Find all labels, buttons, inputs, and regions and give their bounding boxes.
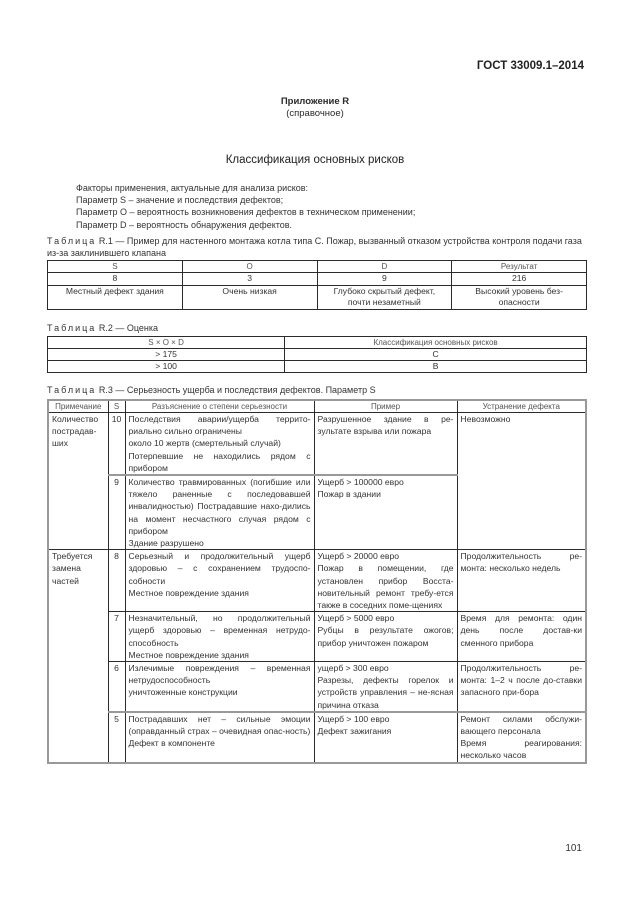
- cell-line: Продолжительность ре-монта: несколько недель: [460, 551, 582, 574]
- remedy-cell: [457, 612, 586, 662]
- table-row: [48, 712, 586, 763]
- severity-cell: 10: [108, 413, 125, 476]
- table-cell: > 175: [48, 349, 285, 361]
- caption-number: R.1: [98, 236, 113, 246]
- example-cell: [314, 712, 457, 763]
- table-r3-caption: [47, 385, 376, 397]
- example-cell: [314, 550, 457, 612]
- column-header: Устранение дефекта: [457, 400, 586, 413]
- table-cell: 216: [452, 273, 587, 286]
- caption-text: — Оценка: [115, 323, 159, 333]
- severity-cell: 8: [108, 550, 125, 612]
- table-r3: [47, 399, 587, 764]
- example-cell: [314, 612, 457, 662]
- table-row: [48, 273, 587, 286]
- cell-line: Потерпевшие не находились рядом с прибором: [128, 450, 311, 473]
- explanation-cell: [125, 612, 314, 662]
- caption-number: R.2: [98, 323, 113, 333]
- cell-line: Разрезы, дефекты горелок и устройств управления – не-ясная причина отказа: [317, 675, 454, 710]
- column-header: D: [317, 261, 452, 273]
- appendix-subtitle: (справочное): [286, 108, 344, 119]
- factor-item: Параметр D – вероятность обнаружения дефектов.: [76, 219, 293, 230]
- cell-line: Рубцы в результате ожогов; прибор уничтожен пожаром: [317, 625, 454, 648]
- cell-line: Ущерб > 20000 евро: [317, 551, 400, 562]
- appendix-title: Приложение R: [280, 96, 350, 107]
- cell-line: Серьезный и продолжительный ущерб здоровью – с сохранением трудоспо-собности: [128, 551, 311, 586]
- cell-line: Дефект зажигания: [317, 726, 392, 737]
- caption-prefix: Таблица: [47, 236, 97, 246]
- page-number: 101: [565, 843, 582, 854]
- cell-line: ущерб > 300 евро: [317, 663, 389, 674]
- section-title: Классификация основных рисков: [225, 154, 405, 166]
- cell-line: Дефект в компоненте: [128, 738, 215, 749]
- remedy-cell: [457, 712, 586, 763]
- severity-cell: 7: [108, 612, 125, 662]
- remedy-cell: [457, 550, 586, 612]
- table-r2: [47, 336, 587, 373]
- example-cell: [314, 413, 457, 476]
- factor-item: Параметр O – вероятность возникновения дефектов в техническом применении;: [76, 207, 416, 218]
- cell-line: Излечимые повреждения – временная нетрудоспособность: [128, 663, 311, 686]
- table-row: [48, 349, 587, 361]
- cell-line: Ремонт силами обслужи-вающего персонала: [460, 713, 582, 737]
- table-cell: 3: [182, 273, 317, 286]
- factors-list: [76, 182, 415, 231]
- cell-line: Ущерб > 100000 евро: [317, 477, 404, 488]
- table-row: [48, 550, 586, 612]
- column-header: S: [48, 261, 183, 273]
- cell-line: Ущерб > 5000 евро: [317, 613, 395, 624]
- table-r2-caption: [47, 323, 158, 335]
- table-cell: C: [285, 349, 587, 361]
- column-header: O: [182, 261, 317, 273]
- cell-line: Время для ремонта: один день после достав-ки сменного прибора: [460, 613, 582, 648]
- severity-cell: 6: [108, 662, 125, 712]
- table-row: [48, 612, 586, 662]
- table-row: [48, 285, 587, 309]
- cell-line: Продолжительность ре-монта: 1–2 ч после до-ставки запасного при-бора: [460, 663, 582, 698]
- cell-line: около 10 жертв (смертельный случай): [128, 438, 281, 449]
- cell-line: Последствия аварии/ущерба террито-риально сильно ограничены: [128, 414, 311, 437]
- note-cell: Количество пострадав-ших: [48, 413, 108, 550]
- table-header-row: [48, 261, 587, 273]
- cell-line: Пожар в здании: [317, 489, 381, 500]
- table-r1-caption: [47, 236, 587, 259]
- table-cell: Очень низкая: [182, 285, 317, 309]
- cell-line: Пострадавших нет – сильные эмоции (оправданный страх – очевидная опас-ность): [128, 713, 311, 737]
- table-cell: 9: [317, 273, 452, 286]
- explanation-cell: [125, 475, 314, 550]
- explanation-cell: [125, 662, 314, 712]
- column-header: S: [108, 400, 125, 413]
- table-row: [48, 361, 587, 373]
- cell-line: уничтоженные конструкции: [128, 687, 238, 698]
- column-header: Пример: [314, 400, 457, 413]
- standard-number: ГОСТ 33009.1–2014: [476, 60, 584, 72]
- table-cell: B: [285, 361, 587, 373]
- explanation-cell: [125, 712, 314, 763]
- cell-line: Время реагирования: несколько часов: [460, 738, 582, 761]
- remedy-cell: [457, 662, 586, 712]
- table-r1: [47, 260, 587, 310]
- appendix-heading: [0, 96, 630, 120]
- explanation-cell: [125, 413, 314, 476]
- column-header: Разъяснение о степени серьезности: [125, 400, 314, 413]
- cell-line: Ущерб > 100 евро: [317, 713, 390, 724]
- table-row: [48, 662, 586, 712]
- column-header: Примечание: [48, 400, 108, 413]
- factors-intro: Факторы применения, актуальные для анализа рисков:: [76, 183, 309, 193]
- factor-item: Параметр S – значение и последствия дефектов;: [76, 195, 284, 206]
- cell-line: Количество травмированных (погибшие или тяжело раненные с последовавшей инвалидностью) Пострадавшие нахо-дились на момент несчастного случая рядом с прибором: [128, 477, 311, 536]
- cell-line: Местное повреждение здания: [128, 587, 249, 598]
- explanation-cell: [125, 550, 314, 612]
- table-row: [48, 413, 586, 476]
- column-header: S × O × D: [48, 337, 285, 349]
- remedy-cell: Невозможно: [457, 413, 586, 550]
- example-cell: [314, 475, 457, 550]
- table-header-row: [48, 337, 587, 349]
- cell-line: Местное повреждение здания: [128, 649, 249, 660]
- table-cell: > 100: [48, 361, 285, 373]
- example-cell: [314, 662, 457, 712]
- severity-cell: 9: [108, 475, 125, 550]
- table-cell: 8: [48, 273, 183, 286]
- cell-line: Разрушенное здание в ре-зультате взрыва или пожара: [317, 414, 454, 437]
- table-cell: Высокий уровень без-опасности: [452, 285, 587, 309]
- caption-prefix: Таблица: [47, 323, 97, 333]
- table-header-row: [48, 400, 586, 413]
- cell-line: Пожар в помещении, где установлен прибор Восста-новительный ремонт требу-ется также в соседних поме-щениях: [317, 563, 454, 611]
- severity-cell: 5: [108, 712, 125, 763]
- column-header: Классификация основных рисков: [285, 337, 587, 349]
- table-cell: Местный дефект здания: [48, 285, 183, 309]
- caption-text: — Серьезность ущерба и последствия дефектов. Параметр S: [115, 385, 376, 395]
- table-cell: Глубоко скрытый дефект, почти незаметный: [317, 285, 452, 309]
- column-header: Результат: [452, 261, 587, 273]
- caption-prefix: Таблица: [47, 385, 97, 395]
- cell-line: Здание разрушено: [128, 538, 204, 549]
- caption-number: R.3: [98, 385, 113, 395]
- cell-line: Незначительный, но продолжительный ущерб здоровью – временная нетрудо-способность: [128, 613, 311, 648]
- caption-text: — Пример для настенного монтажа котла типа С. Пожар, вызванный отказом устройства контроля подачи газа из-за заклинившего клапана: [47, 236, 582, 258]
- note-cell: Требуется замена частей: [48, 550, 108, 763]
